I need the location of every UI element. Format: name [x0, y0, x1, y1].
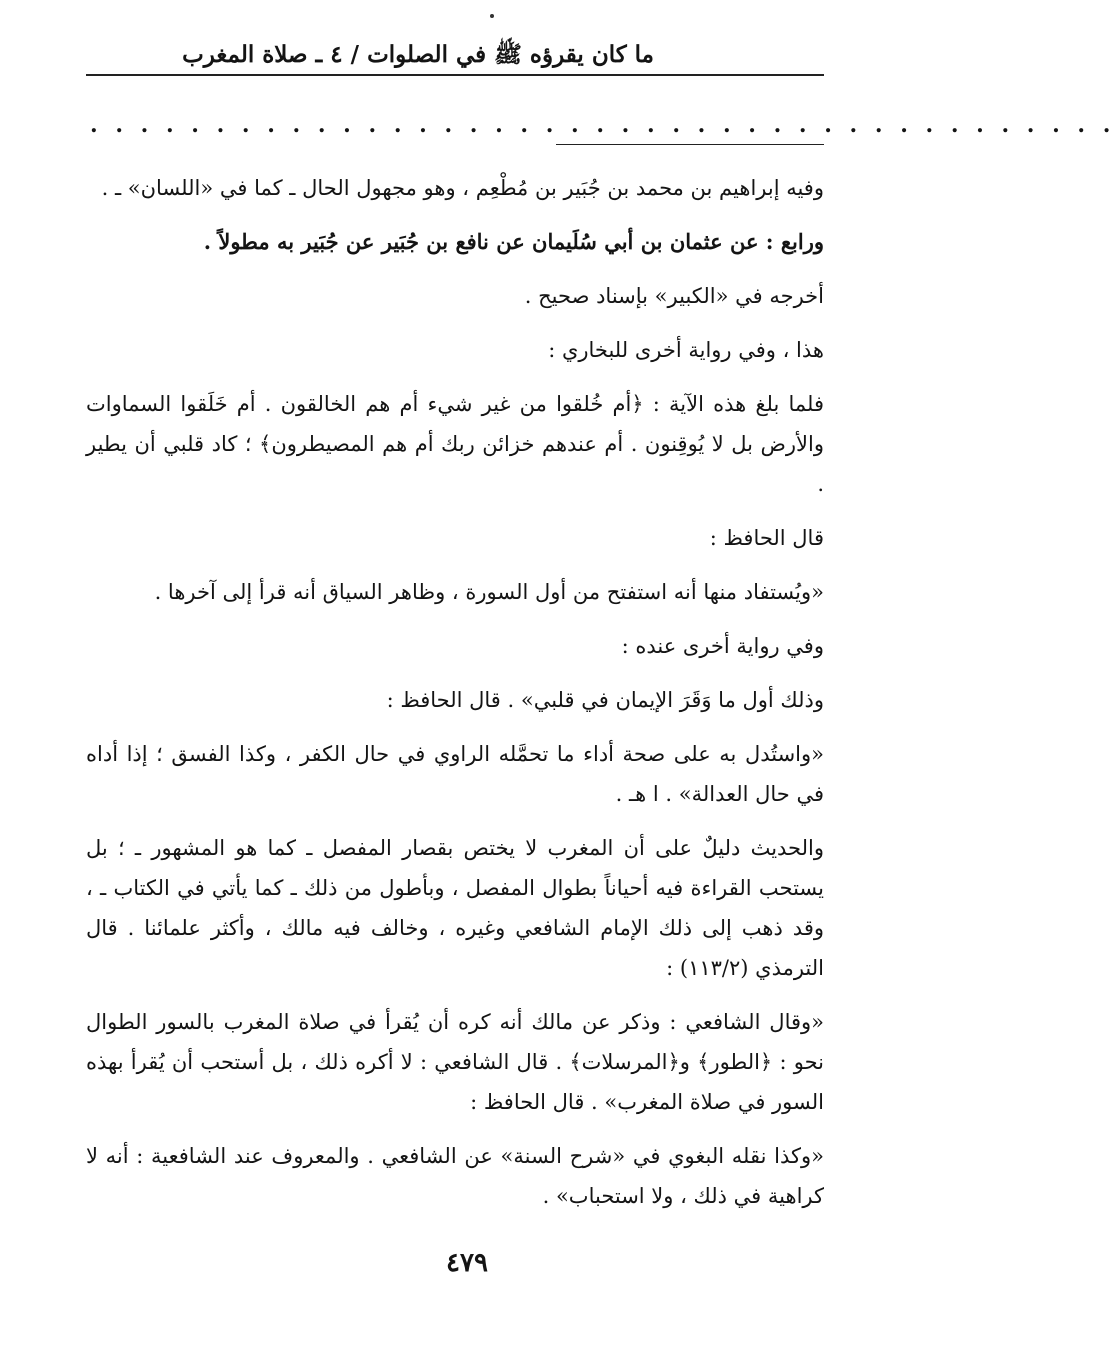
paragraph: «واستُدل به على صحة أداء ما تحمَّله الراوي في حال الكفر ، وكذا الفسق ؛ إذا أداه في حال العدالة» . ا هـ . — [86, 742, 824, 806]
footnote-dotted-separator: . . . . . . . . . . . . . . . . . . . . . . . . . . . . . . . . . . . . . . . . . — [90, 112, 1115, 138]
page-number: ٤٧٩ — [446, 1248, 488, 1278]
paragraph: وفيه إبراهيم بن محمد بن جُبَير بن مُطْعِم ، وهو مجهول الحال ـ كما في «اللسان» ـ . — [101, 176, 824, 200]
paragraph: «وكذا نقله البغوي في «شرح السنة» عن الشافعي . والمعروف عند الشافعية : أنه لا كراهية في ذلك ، ولا استحباب» . — [86, 1144, 824, 1208]
paragraph: والحديث دليلٌ على أن المغرب لا يختص بقصار المفصل ـ كما هو المشهور ـ ؛ بل يستحب القراءة فيه أحياناً بطوال المفصل ، وبأطول من ذلك ـ كما يأتي في الكتاب ـ ، وقد ذهب إلى ذلك الإمام الشافعي وغيره ، وخالف فيه مالك ، وأكثر علمائنا . قال الترمذي (١١٣/٢) : — [86, 836, 824, 980]
paragraph: هذا ، وفي رواية أخرى للبخاري : — [548, 338, 824, 362]
paragraph: «ويُستفاد منها أنه استفتح من أول السورة ، وظاهر السياق أنه قرأ إلى آخرها . — [154, 580, 824, 604]
paragraph: فلما بلغ هذه الآية : ﴿أم خُلقوا من غير شيء أم هم الخالقون . أم خَلَقوا السماوات والأرض بل لا يُوقِنون . أم عندهم خزائن ربك أم هم المصيطرون﴾ ؛ كاد قلبي أن يطير . — [86, 392, 824, 496]
page-body — [86, 168, 824, 1216]
paragraph: قال الحافظ : — [709, 526, 824, 550]
paragraph: ورابع : عن عثمان بن أبي سُلَيمان عن نافع بن جُبَير عن جُبَير به مطولاً . — [203, 229, 824, 254]
running-header: ما كان يقرؤه ﷺ في الصلوات / ٤ ـ صلاة المغرب — [182, 41, 654, 68]
header-rule — [86, 74, 824, 76]
paragraph: «وقال الشافعي : وذكر عن مالك أنه كره أن يُقرأ في صلاة المغرب بالسور الطوال نحو : ﴿الطور﴾ و﴿المرسلات﴾ . قال الشافعي : لا أكره ذلك ، بل أستحب أن يُقرأ بهذه السور في صلاة المغرب» . قال الحافظ : — [86, 1010, 824, 1114]
paragraph: أخرجه في «الكبير» بإسناد صحيح . — [524, 284, 824, 308]
paragraph: وذلك أول ما وَقَرَ الإيمان في قلبي» . قال الحافظ : — [386, 688, 824, 712]
footnote-rule — [556, 144, 824, 145]
paragraph: وفي رواية أخرى عنده : — [621, 634, 824, 658]
ink-speck — [490, 14, 494, 18]
